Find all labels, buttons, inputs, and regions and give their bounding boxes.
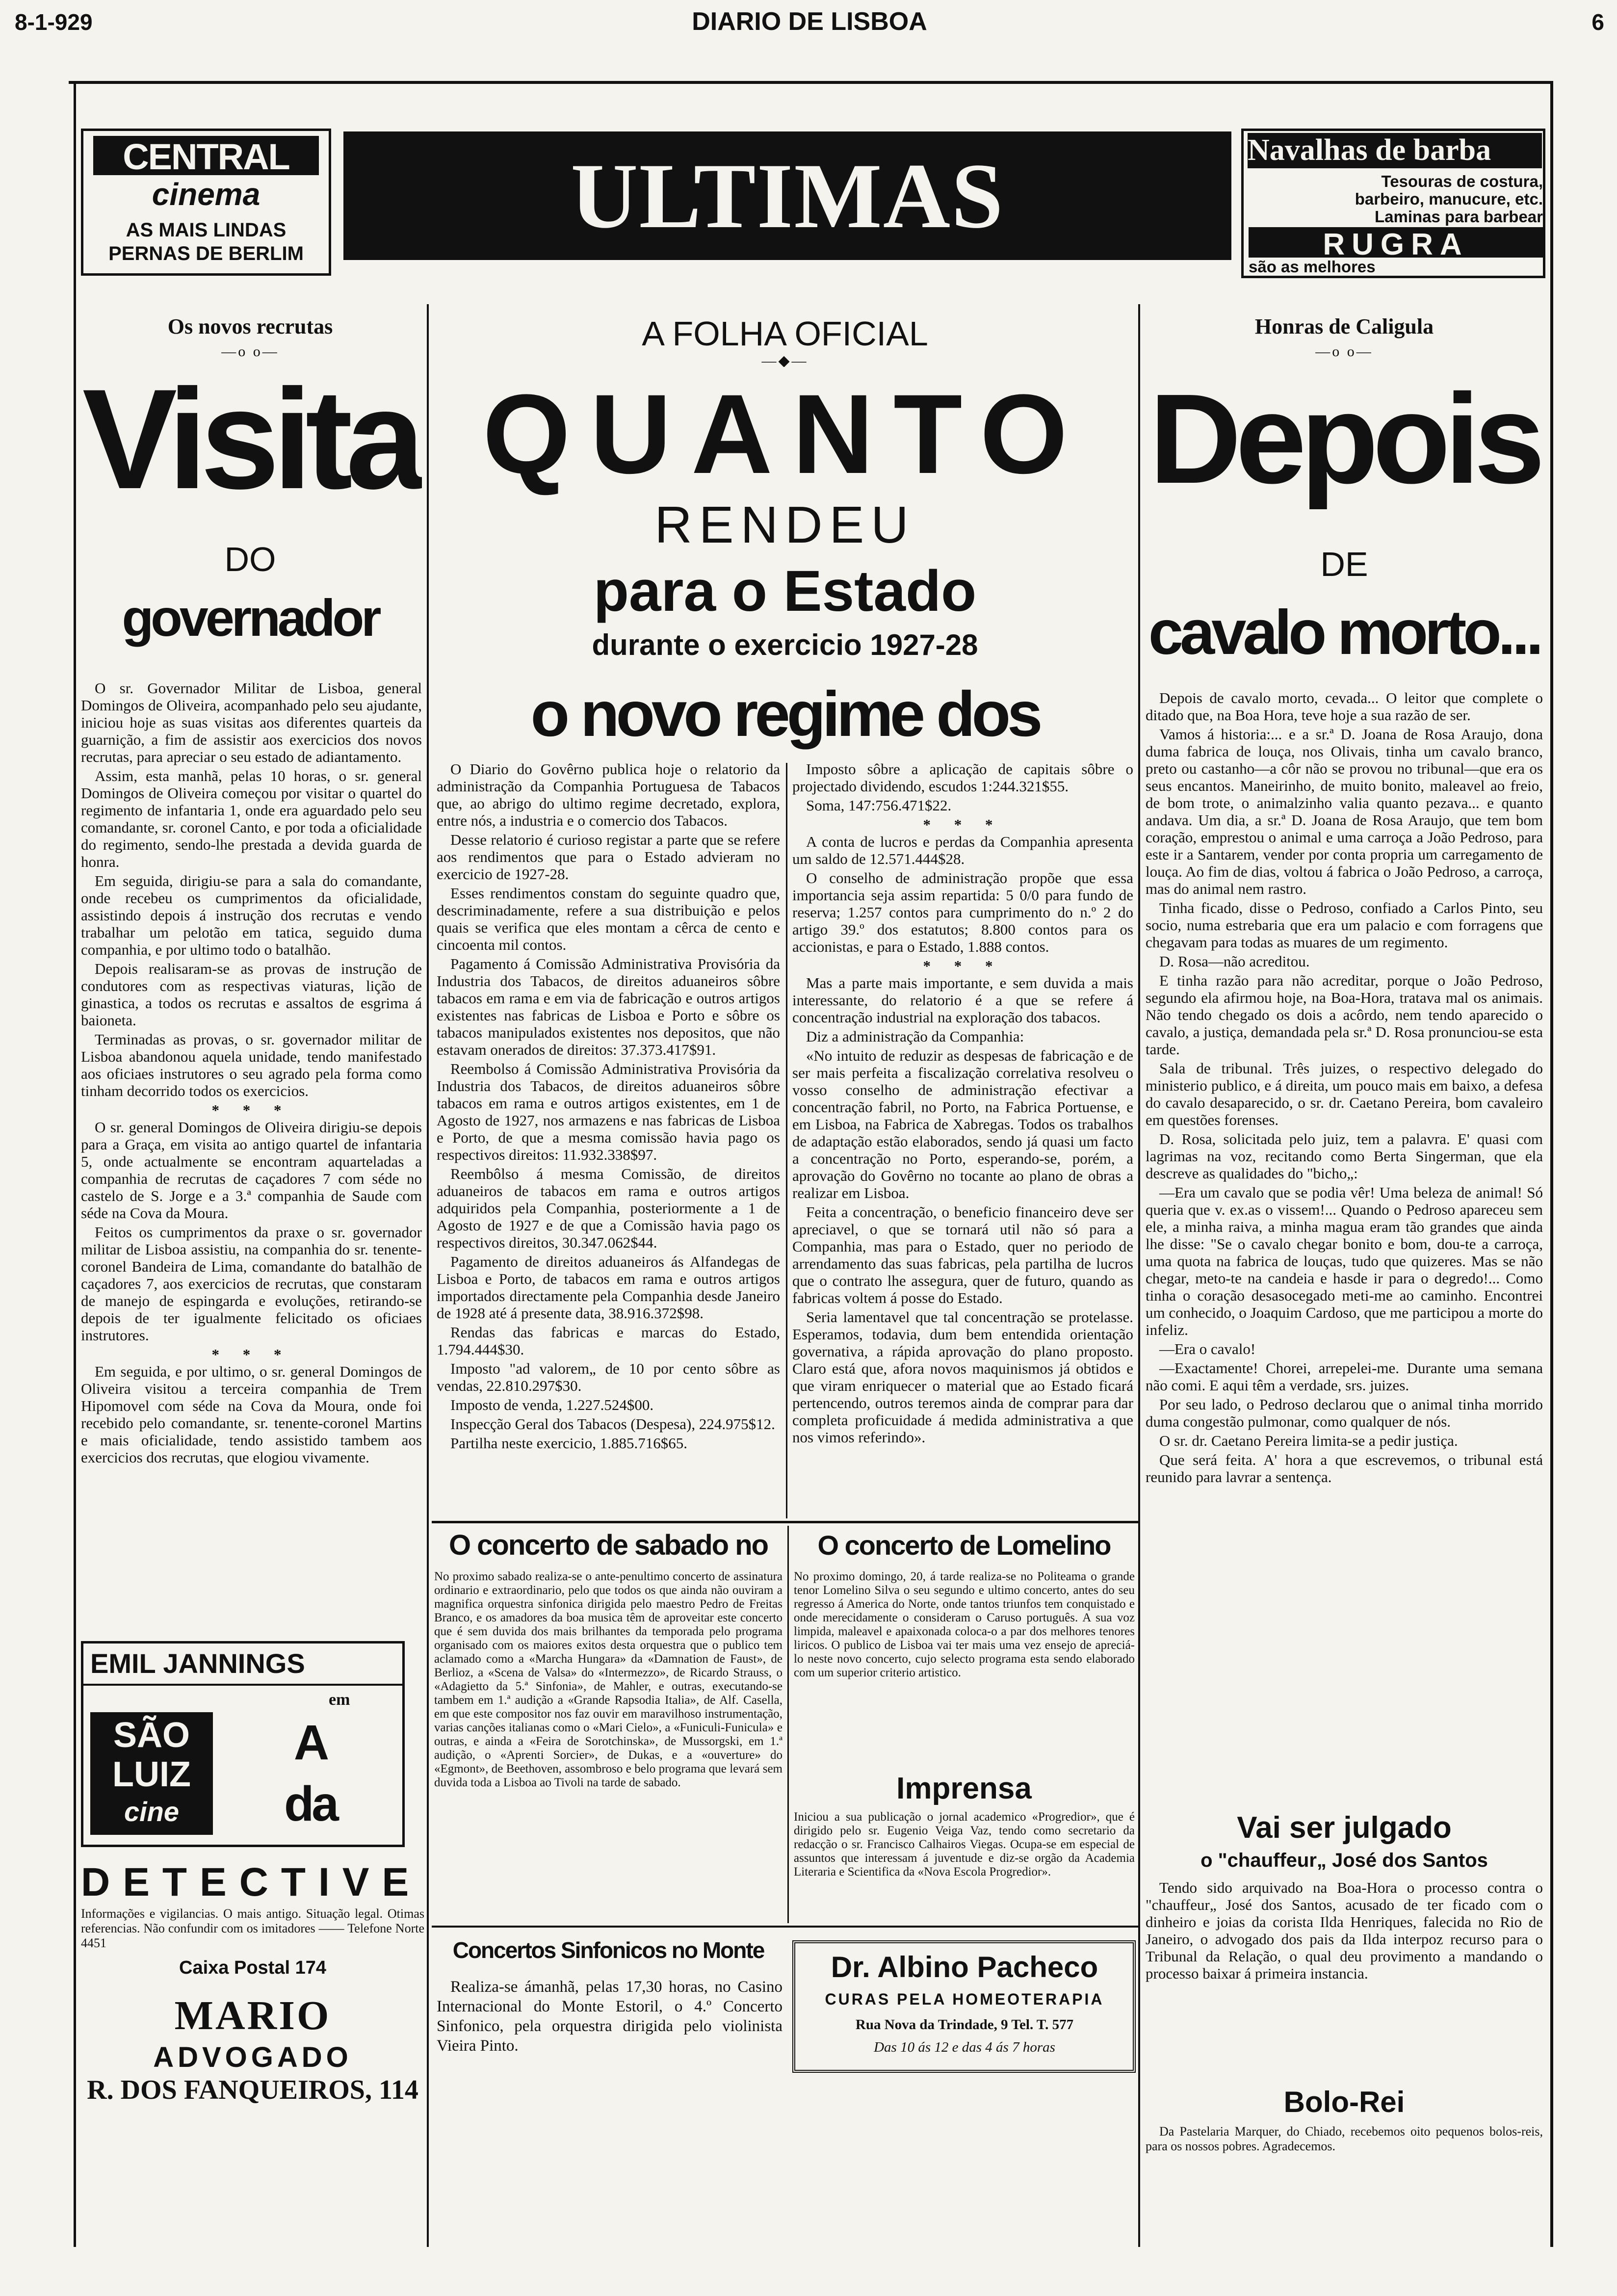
right-p12: O sr. dr. Caetano Pereira limita-se a pedir justiça.: [1159, 1432, 1458, 1449]
mid-section-rule: [432, 1521, 1138, 1523]
mid-bottom-rule: [432, 1926, 1138, 1928]
sao-luiz-logo-cine: cine: [124, 1796, 180, 1827]
mid-headline-rendeu: RENDEU: [654, 496, 915, 554]
mid-a6: Reembôlso á mesma Comissão, de direitos aduaneiros de tabacos em rama e outros artigos adquiridos pela Companhia, posteriormente a 1 de Agosto de 1927 e de que a Comissão havia pago os respectivos direitos, 30.347.062$44.: [437, 1165, 780, 1251]
right-headline-cavalo: cavalo morto...: [1148, 598, 1540, 668]
mid-b4: O conselho de administração propõe que essa importancia seja assim repartida: 5 0/0 para fundo de reserva; 1.257 contos para cumprimento do n.º 2 do artigo 39.º dos estatutos; 8.800 contos para os accionistas, e para o Estado, 1.888 contos.: [792, 869, 1133, 955]
imprensa-text: Iniciou a sua publicação o jornal academico «Progredior», que é dirigido pelo sr. Eugenio Veiga Vaz, tendo como secretario da redacção o sr. Francisco Calhairos Viegas. Ocupa-se em especial de assuntos que interessam á juventude e diz-se orgão da Academia Literaria e Scientifica da «Nova Escola Progredior».: [794, 1810, 1135, 1879]
julgado-title: Vai ser julgado: [1237, 1811, 1452, 1845]
mid-a7: Pagamento de direitos aduaneiros ás Alfandegas de Lisboa e Porto, de tabacos em rama e outros artigos importados directamente pela Companhia desde Janeiro de 1928 até á presente data, 38.916.372$98.: [437, 1253, 780, 1322]
mid-headline-quanto: QUANTO: [482, 373, 1088, 496]
mid-stars: * * *: [923, 816, 1003, 833]
newspaper-name: DIARIO DE LISBOA: [692, 7, 927, 36]
page-date: 8-1-929: [15, 9, 93, 35]
estoril-title: Concertos Sinfonicos no Monte: [452, 1937, 764, 1963]
right-ornament: —o o—: [1315, 343, 1373, 360]
left-frame: [74, 81, 76, 2247]
right-p11: Por seu lado, o Pedroso declarou que o animal tinha morrido duma congestão pulmonar, como qualquer de nós.: [1146, 1396, 1543, 1430]
mid-b7: «No intuito de reduzir as despesas de fabricação e de ser mais perfeita a fiscalização correlativa resolveu o vosso conselho de administração efectivar a concentração fabril, no Porto, na Fabrica Portuense, e em Lisboa, na Fabrica de Xabregas. Todos os trabalhos de adaptação estão elaborados, sendo já quasi um facto a concentração no Porto, esperando-se, porém, a aprovação do Govêrno no tocante ao plano de obras a realizar em Lisboa.: [792, 1047, 1133, 1201]
tivoli-rule: [787, 1526, 789, 1923]
mid-b3: A conta de lucros e perdas da Companhia apresenta um saldo de 12.571.444$28.: [792, 833, 1133, 867]
mid-headline-exercicio: durante o exercicio 1927-28: [592, 628, 978, 661]
sao-luiz-logo-luiz: LUIZ: [112, 1755, 191, 1794]
imprensa-title: Imprensa: [896, 1772, 1032, 1805]
detective-box: Caixa Postal 174: [179, 1957, 326, 1978]
central-line1: AS MAIS LINDAS: [126, 219, 287, 241]
cinema-brand: cinema: [152, 177, 261, 210]
rugra-line3: barbeiro, manucure, etc.: [1355, 190, 1543, 208]
left-p2: Assim, esta manhã, pelas 10 horas, o sr. general Domingos de Oliveira começou por visitar o quartel do regimento de infantaria 1, onde era aguardado pelo seu comandante, sr. coronel Canto, e por toda a oficialidade do regimento, sendo-lhe prestada a devida guarda de honra.: [81, 767, 422, 870]
detective-title: DETECTIVE: [81, 1860, 422, 1904]
column-rule-1: [427, 304, 429, 2247]
sao-luiz-logo: [90, 1712, 213, 1835]
sao-luiz-ad: [81, 1641, 405, 1847]
left-kicker: Os novos recrutas: [167, 314, 333, 339]
mid-b1: Imposto sôbre a aplicação de capitais sôbre o projectado dividendo, escudos 1:244.321$55.: [792, 760, 1133, 795]
mid-b2: Soma, 147:756.471$22.: [806, 797, 952, 814]
left-article-body: [81, 679, 422, 1641]
mid-a11: Inspecção Geral dos Tabacos (Despesa), 224.975$12.: [450, 1415, 775, 1433]
mid-article-right: [792, 760, 1133, 1516]
tivoli-text: No proximo sabado realiza-se o ante-penultimo concerto de assinatura ordinario e extraordinario, pelo que todos os que ainda não ouviram a magnifica orquestra sinfonica dirigida pelo maestro Pedro de Freitas Branco, e os amadores da boa musica têm de aproveitar este concerto que é sem duvida dos mais brilhantes da temporada pelo programa organisado com os maiores exitos desta orquestra que o publico tem aclamado como a «Marcha Hungara» da «Damnation de Faust», de Berlioz, a «Scena de Valsa» do «Intermezzo», de Ricardo Strauss, o «Adagietto da 5.ª Sinfonia», de Mahler, e outras, executando-se tambem em 1.ª audição a «Grande Rapsodia Italia», de Alf. Casella, em que este compositor nos faz ouvir em maravilhoso instrumentação, varias canções italianas como o «Mari Cielo», a «Funiculi-Funicula» e outras, e ainda a «Feira de Sorotchinska», de Mussorgski, em 1.ª audição, o «Aprenti Sorcier», de Dukas, e a «ouverture» do «Egmont», de Beethoven, assombroso e belo programa que levará sem duvida toda a Lisboa ao Tivoli na tarde de sabado.: [434, 1570, 782, 1789]
detective-ad: [81, 1859, 424, 1982]
mid-a2: Desse relatorio é curioso registar a parte que se refere aos rendimentos que para o Estado advieram no exercicio de 1927-28.: [437, 831, 780, 883]
mario-monteiro-ad: [81, 1992, 424, 2110]
right-p2: Vamos á historia:... e a sr.ª D. Joana de Rosa Araujo, dona duma fabrica de louça, nos Olivais, tinha um cavalo branco, preto ou castanho—a côr não se provou no tribunal—que era os seus encantos. Maneirinho, de muito bonito, maleavel ao freio, de bom trote, o animalzinho valia quanto pezava... e quanto andava. Um dia, a sr.ª D. Joana de Rosa Araujo, que tem bom coração, emprestou o animal e uma carroça a João Pedroso, para este ir a Santarem, vender por conta propria um carregamento de louça. Ao fim de dias, voltou á fabrica o João Pedroso, a carroça, mas do animal nem rastro.: [1146, 726, 1543, 897]
right-p3: Tinha ficado, disse o Pedroso, confiado a Carlos Pinto, seu socio, numa estrebaria que era um palacio e com forragens que chegavam para todas as muares de um regimento.: [1146, 899, 1543, 951]
mid-a10: Imposto de venda, 1.227.524$00.: [450, 1396, 654, 1413]
right-p4: D. Rosa—não acreditou.: [1159, 953, 1310, 970]
rugra-line5: são as melhores: [1249, 258, 1376, 276]
sao-luiz-title2: da: [284, 1776, 337, 1831]
right-p10: —Exactamente! Chorei, arrepelei-me. Durante uma semana não comi. E aqui têm a verdade, srs. juizes.: [1146, 1359, 1543, 1394]
sao-luiz-actor: EMIL JANNINGS: [90, 1648, 305, 1679]
left-p8: Em seguida, e por ultimo, o sr. general Domingos de Oliveira visitou a terceira companhia de Trem Hipomovel com séde na Cova da Moura, onde foi recebido pelo comandante, sr. tenente-coronel Martins e mais oficialidade, tendo assistido tambem aos exercicios dos recrutas, que elogiou vivamente.: [81, 1363, 422, 1466]
right-p8: —Era um cavalo que se podia vêr! Uma beleza de animal! Só queria que v. ex.as o vissem!... Quando o Pedroso apareceu sem ele, a minha raiva, a minha magua eram tão grandes que ainda lhe disse: "Se o cavalo chegar bonito e bom, dou-te a carroça, uma quota na fabrica de louças, tudo que quizeres. Mas se não chegar, meto-te na candeia e hasde ir para o degredo!... Como tinha o coração desasocegado meti-me ao caminho. Encontrei um conhecido, o Joaquim Cardoso, que me participou a morte do infeliz.: [1146, 1184, 1543, 1338]
tivoli-title: O concerto de sabado no: [448, 1529, 768, 1561]
right-frame: [1550, 81, 1553, 2247]
mid-inner-rule: [786, 763, 787, 1518]
mid-a1: O Diario do Govêrno publica hoje o relatorio da administração da Companhia Portuguesa de Tabacos que, ao abrigo do ultimo regime decretado, explora, entre nós, a industria e o comercio dos Tabacos.: [437, 760, 780, 829]
left-headline-governador: governador: [122, 589, 379, 647]
rugra-line1: Navalhas de barba: [1248, 133, 1542, 168]
pacheco-ad: [792, 1940, 1136, 2073]
pacheco-hours: Das 10 ás 12 e das 4 ás 7 horas: [874, 2039, 1055, 2055]
right-p13: Que será feita. A' hora a que escrevemos, o tribunal está reunido para lavrar a sentença.: [1146, 1451, 1543, 1486]
mid-a4: Pagamento á Comissão Administrativa Provisória da Industria dos Tabacos, de direitos aduaneiros sôbre tabacos em rama e em via de fabricação e outros artigos existentes nas fabricas de Lisboa e Porto e sôbre os tabacos manipulados existentes nos depositos, que não estavam onerados de direitos: 37.373.417$91.: [437, 955, 780, 1058]
central-line2: PERNAS DE BERLIM: [108, 243, 304, 264]
right-headline-de: DE: [1320, 545, 1368, 583]
right-article-body: [1146, 689, 1543, 1800]
lomelino-text: No proximo domingo, 20, á tarde realiza-se no Politeama o grande tenor Lomelino Silva o seu segundo e ultimo concerto, antes do seu regresso á America do Norte, onde tantos triunfos tem conquistado e onde merecidamente o consideram o Caruso português. A sua voz limpida, maleavel e apaixonada coloca-o a par dos melhores tenores liricos. O publico de Lisboa vai ter mais uma vez ensejo de apreciá-lo neste novo concerto, cujo selecto programa esta sendo elaborado com um superior criterio artistico.: [794, 1570, 1135, 1679]
mid-kicker: A FOLHA OFICIAL: [642, 314, 928, 353]
left-headline-visita: Visita: [82, 365, 418, 513]
bolo-rei-title: Bolo-Rei: [1283, 2086, 1405, 2118]
mid-a5: Reembolso á Comissão Administrativa Provisória da Industria dos Tabacos, de direitos aduaneiros sôbre tabacos em rama e outros artigos existentes, em 1 de Agosto de 1927, nos armazens e nas fabricas de Lisboa e Porto, de que a mesma comissão havia pago os respectivos direitos: 11.932.338$97.: [437, 1060, 780, 1163]
pacheco-addr: Rua Nova da Trindade, 9 Tel. T. 577: [855, 2017, 1074, 2033]
rugra-line2: Tesouras de costura,: [1381, 172, 1543, 190]
mario-address: R. DOS FANQUEIROS, 114: [87, 2075, 418, 2105]
top-rule: [69, 81, 1550, 84]
mid-a8: Rendas das fabricas e marcas do Estado, 1.794.444$30.: [437, 1324, 780, 1358]
mid-a3: Esses rendimentos constam do seguinte quadro que, descriminadamente, refere a sua distribuição e pelos quais se verifica que eles montam a cêrca de cento e cincoenta mil contos.: [437, 885, 780, 953]
right-kicker: Honras de Caligula: [1254, 314, 1434, 339]
pacheco-spec: CURAS PELA HOMEOTERAPIA: [825, 1990, 1104, 2008]
mario-role: ADVOGADO: [153, 2041, 352, 2072]
mid-stars-2: * * *: [923, 957, 1003, 974]
julgado-text: Tendo sido arquivado na Boa-Hora o processo contra o "chauffeur„ José dos Santos, acusado de ter ficado com o dinheiro e joias da corista Ilda Henriques, falecida no Rio de Janeiro, o advogado dos pais da Ilda interpoz recurso para o Tribunal da Relação, o qual deu provimento a mandando o processo baixar á primeira instancia.: [1146, 1879, 1543, 1982]
lomelino-title: O concerto de Lomelino: [817, 1530, 1111, 1561]
left-p7: Feitos os cumprimentos da praxe o sr. governador militar de Lisboa assistiu, na companhia do sr. tenente-coronel Bandeira de Lima, comandante do batalhão de caçadores 7, aos exercicios de recrutas, que constaram de manejo de espingarda e evoluções, retirando-se depois de ter igualmente felicitado os oficiaes instrutores.: [81, 1224, 422, 1344]
left-p1: O sr. Governador Militar de Lisboa, general Domingos de Oliveira, acompanhado pelo seu ajudante, iniciou hoje as suas visitas aos diferentes quarteis da guarnição, a fim de assistir aos exercicios dos novos recrutas, para apreciar o seu estado de adiantamento.: [81, 679, 422, 765]
mid-a9: Imposto "ad valorem„ de 10 por cento sôbre as vendas, 22.810.297$30.: [437, 1360, 780, 1394]
right-headline-depois: Depois: [1149, 368, 1539, 510]
right-p1: Depois de cavalo morto, cevada... O leitor que complete o ditado que, na Boa Hora, teve hoje a sua razão de ser.: [1146, 689, 1543, 724]
left-stars-2: * * *: [211, 1346, 291, 1363]
left-p6: O sr. general Domingos de Oliveira dirigiu-se depois para a Graça, em visita ao antigo quartel de infantaria 5, onde actualmente se encontram aquarteladas a companhia de recrutas de caçadores 7 com séde no castelo de S. Jorge e a 3.ª companhia de Saude com séde na Cova da Moura.: [81, 1119, 422, 1222]
sao-luiz-title1: A: [293, 1715, 327, 1770]
left-headline-do: DO: [224, 540, 276, 578]
rugra-ad: [1241, 129, 1545, 278]
mid-b5: Mas a parte mais importante, e sem duvida a mais interessante, do relatorio é a que se refere á concentração industrial na exploração dos tabacos.: [792, 974, 1133, 1026]
mid-article-left: [437, 760, 780, 1516]
rugra-brand: RUGRA: [1249, 227, 1543, 258]
mid-b6: Diz a administração da Companhia:: [806, 1028, 1024, 1045]
central-brand: CENTRAL: [93, 136, 319, 175]
right-p9: —Era o cavalo!: [1159, 1340, 1256, 1357]
mario-name: MARIO: [174, 1993, 331, 2038]
left-ornament: —o o—: [221, 343, 279, 360]
ultimas-noticias-banner: [343, 131, 1231, 260]
mid-b9: Seria lamentavel que tal concentração se protelasse. Esperamos, todavia, dum bem entendida orientação governativa, a rápida aprovação do plano proposto. Claro está que, afora novos maquinismos já obtidos e que viram enriquecer o material que ao Estado ficará pertencendo, outros teremos ainda de comprar para dar completa proficuidade á medida administrativa a que nos vimos referindo».: [792, 1308, 1133, 1446]
right-p5: E tinha razão para não acreditar, porque o João Pedroso, segundo ela afirmou hoje, na Boa-Hora, tratava mal os animais. Não tendo chegado os dois a acôrdo, nem tendo aparecido o cavalo, a justiça, demandada pela sr.ª D. Rosa pronunciou-se esta tarde.: [1146, 972, 1543, 1058]
sao-luiz-em: em: [329, 1691, 350, 1709]
sao-luiz-logo-sao: SÃO: [113, 1716, 190, 1754]
mid-ornament: —◆—: [761, 353, 808, 367]
mid-a12: Partilha neste exercicio, 1.885.716$65.: [450, 1435, 687, 1452]
left-stars: * * *: [211, 1101, 291, 1119]
left-p5: Terminadas as provas, o sr. governador militar de Lisboa abandonou aquela unidade, tendo manifestado aos oficiaes instrutores o seu agrado pela forma como tinham decorrido todos os exercicios.: [81, 1031, 422, 1099]
sao-luiz-rule: [83, 1684, 402, 1686]
mid-b8: Feita a concentração, o beneficio financeiro deve ser apreciavel, o que se tornará util não só para a Companhia, mas para o Estado, quer no periodo de arrendamento das suas fabricas, pela partilha de lucros que o contrato lhe assegura, quer de futuro, quando as fabricas voltem á posse do Estado.: [792, 1203, 1133, 1306]
left-p3: Em seguida, dirigiu-se para a sala do comandante, onde recebeu os cumprimentos da oficialidade, assistindo depois á instrução dos recrutas e vendo trabalhar um pelotão em tatica, seguido duma companhia, e por ultimo todo o batalhão.: [81, 872, 422, 958]
detective-text: Informações e vigilancias. O mais antigo. Situação legal. Otimas referencias. Não confundir com os imitadores —— Telefone Norte 4451: [81, 1906, 424, 1950]
left-p4: Depois realisaram-se as provas de instrução de condutores com as respectivas viaturas, lição de ginastica, a todos os recrutas e assaltos de esgrima á baioneta.: [81, 960, 422, 1029]
mid-headline-estado: para o Estado: [593, 559, 977, 623]
column-rule-2: [1138, 304, 1140, 2247]
page-number: 6: [1591, 9, 1604, 35]
banner-title: ULTIMAS: [571, 145, 1004, 248]
julgado-subtitle: o "chauffeur„ José dos Santos: [1200, 1850, 1488, 1871]
right-p7: D. Rosa, solicitada pelo juiz, tem a palavra. E' quasi com lagrimas na voz, recitando como Berta Singerman, que ela descreve as qualidades do "bicho„:: [1146, 1130, 1543, 1182]
estoril-text: Realiza-se ámanhã, pelas 17,30 horas, no Casino Internacional do Monte Estoril, o 4.º Concerto Sinfonico, pela orquestra dirigida pelo violinista Vieira Pinto.: [437, 1978, 782, 2055]
rugra-line4: Laminas para barbear: [1375, 208, 1543, 226]
right-p6: Sala de tribunal. Três juizes, o respectivo delegado do ministerio publico, e á direita, um pouco mais em baixo, a defesa do cavalo desaparecido, o sr. dr. Caetano Pereira, bom cavaleiro em questões forenses.: [1146, 1060, 1543, 1128]
central-cinema-ad: [81, 129, 331, 276]
bolo-rei-text: Da Pastelaria Marquer, do Chiado, recebemos oito pequenos bolos-reis, para os nossos pobres. Agradecemos.: [1146, 2124, 1543, 2153]
pacheco-name: Dr. Albino Pacheco: [831, 1951, 1098, 1983]
mid-headline-regime: o novo regime dos: [530, 678, 1040, 750]
